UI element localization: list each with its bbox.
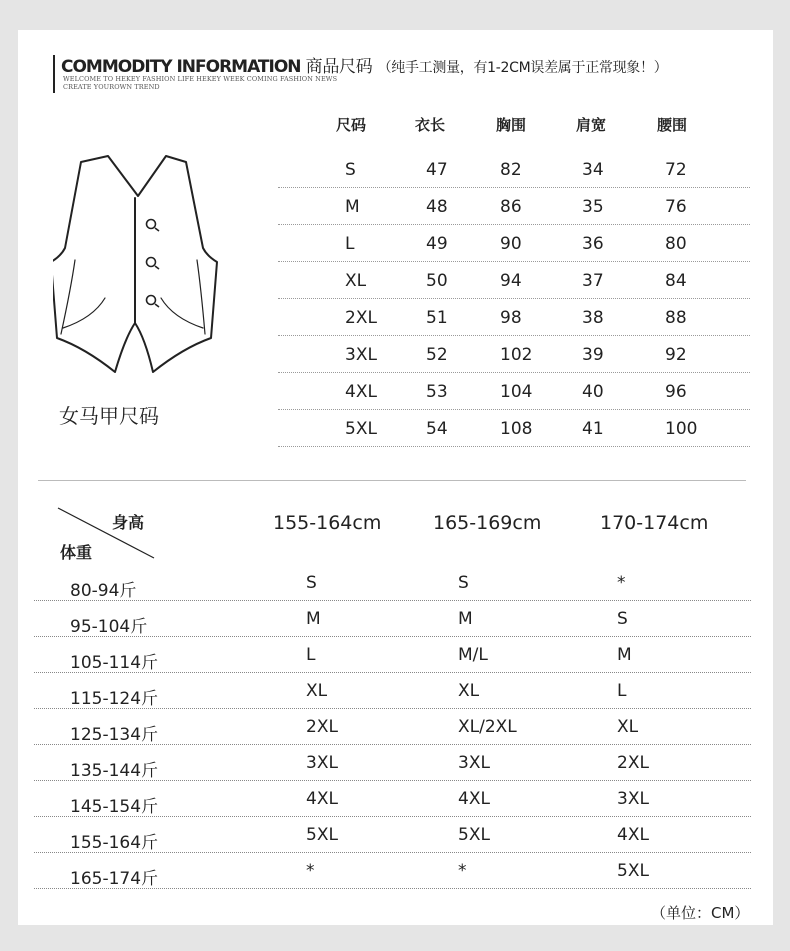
cell-shoulder: 36: [582, 234, 604, 254]
size-cell: M/L: [458, 645, 488, 665]
weight-cell: 155-164斤: [70, 833, 159, 853]
corner-height-label: 身高: [112, 513, 145, 532]
weight-cell: 165-174斤: [70, 869, 159, 889]
table-row: [278, 187, 750, 225]
cell-length: 48: [426, 197, 448, 217]
cell-size: 3XL: [345, 345, 377, 365]
size-cell: S: [306, 573, 317, 593]
table-row: [34, 852, 751, 889]
col-header-waist: 腰围: [657, 116, 688, 134]
size-cell: 4XL: [617, 825, 649, 845]
weight-cell: 145-154斤: [70, 797, 159, 817]
size-cell: *: [458, 861, 467, 881]
table-row: [34, 672, 751, 709]
size-cell: XL: [458, 681, 480, 701]
cell-waist: 80: [665, 234, 687, 254]
size-cell: *: [617, 573, 626, 593]
height-header: 170-174cm: [600, 512, 709, 534]
size-cell: 4XL: [458, 789, 490, 809]
height-header: 155-164cm: [273, 512, 382, 534]
size-cell: *: [306, 861, 315, 881]
weight-cell: 115-124斤: [70, 689, 159, 709]
table-row: [278, 224, 750, 262]
size-cell: 3XL: [617, 789, 649, 809]
col-header-length: 衣长: [415, 116, 446, 134]
cell-chest: 102: [500, 345, 533, 365]
size-cell: M: [458, 609, 473, 629]
table-row: [34, 564, 751, 601]
cell-size: 4XL: [345, 382, 377, 402]
size-cell: M: [306, 609, 321, 629]
section-divider: [38, 480, 746, 481]
cell-waist: 76: [665, 197, 687, 217]
cell-size: S: [345, 160, 356, 180]
height-header: 165-169cm: [433, 512, 542, 534]
unit-note: （单位：CM）: [651, 904, 750, 922]
cell-waist: 96: [665, 382, 687, 402]
cell-waist: 72: [665, 160, 687, 180]
weight-cell: 135-144斤: [70, 761, 159, 781]
measurement-note: （纯手工测量，有1-2CM误差属于正常现象！）: [377, 60, 668, 76]
table-row: [278, 261, 750, 299]
weight-cell: 95-104斤: [70, 617, 148, 637]
col-header-chest: 胸围: [496, 116, 527, 134]
corner-weight-label: 体重: [60, 543, 93, 562]
table-row: [34, 600, 751, 637]
weight-cell: 105-114斤: [70, 653, 159, 673]
header-accent-bar: [53, 55, 55, 93]
col-header-shoulder: 肩宽: [576, 116, 607, 134]
size-cell: XL: [306, 681, 328, 701]
size-cell: 5XL: [458, 825, 490, 845]
cell-shoulder: 34: [582, 160, 604, 180]
subtitle-line-2: CREATE YOUROWN TREND: [63, 83, 160, 91]
size-cell: S: [458, 573, 469, 593]
size-cell: XL: [617, 717, 639, 737]
cell-length: 51: [426, 308, 448, 328]
size-chart-sheet: [18, 30, 773, 925]
cell-size: 5XL: [345, 419, 377, 439]
cell-size: 2XL: [345, 308, 377, 328]
cell-shoulder: 37: [582, 271, 604, 291]
table-row: [278, 150, 750, 188]
cell-chest: 98: [500, 308, 522, 328]
cell-chest: 90: [500, 234, 522, 254]
table-row: [34, 744, 751, 781]
vest-size-label: 女马甲尺码: [59, 404, 159, 428]
cell-chest: 82: [500, 160, 522, 180]
header-subtitle: [63, 75, 337, 91]
table-row: [34, 636, 751, 673]
weight-cell: 80-94斤: [70, 581, 137, 601]
size-cell: 2XL: [306, 717, 338, 737]
cell-length: 49: [426, 234, 448, 254]
subtitle-line-1: WELCOME TO HEKEY FASHION LIFE HEKEY WEEK COMING FASHION NEWS: [63, 75, 338, 83]
cell-shoulder: 41: [582, 419, 604, 439]
size-cell: XL/2XL: [458, 717, 517, 737]
table-row: [278, 335, 750, 373]
size-cell: 4XL: [306, 789, 338, 809]
size-cell: 3XL: [458, 753, 490, 773]
table-row: [34, 816, 751, 853]
size-cell: 2XL: [617, 753, 649, 773]
size-cell: L: [617, 681, 627, 701]
size-cell: S: [617, 609, 628, 629]
cell-waist: 84: [665, 271, 687, 291]
cell-shoulder: 38: [582, 308, 604, 328]
size-cell: 5XL: [617, 861, 649, 881]
table-row: [34, 708, 751, 745]
weight-cell: 125-134斤: [70, 725, 159, 745]
cell-length: 52: [426, 345, 448, 365]
title-english: COMMODITY INFORMATION: [61, 57, 301, 77]
page-title: [61, 52, 667, 77]
vest-illustration-icon: [53, 148, 223, 373]
cell-shoulder: 39: [582, 345, 604, 365]
table-row: [278, 372, 750, 410]
cell-length: 53: [426, 382, 448, 402]
title-chinese: 商品尺码: [305, 57, 373, 77]
cell-size: XL: [345, 271, 367, 291]
size-cell: M: [617, 645, 632, 665]
cell-length: 47: [426, 160, 448, 180]
cell-waist: 88: [665, 308, 687, 328]
cell-size: M: [345, 197, 360, 217]
cell-shoulder: 35: [582, 197, 604, 217]
cell-shoulder: 40: [582, 382, 604, 402]
cell-length: 50: [426, 271, 448, 291]
cell-waist: 100: [665, 419, 698, 439]
cell-waist: 92: [665, 345, 687, 365]
col-header-size: 尺码: [336, 116, 367, 134]
cell-chest: 86: [500, 197, 522, 217]
cell-chest: 94: [500, 271, 522, 291]
table-row: [34, 780, 751, 817]
size-cell: L: [306, 645, 316, 665]
cell-size: L: [345, 234, 355, 254]
cell-chest: 108: [500, 419, 533, 439]
table-row: [278, 409, 750, 447]
size-cell: 5XL: [306, 825, 338, 845]
cell-chest: 104: [500, 382, 533, 402]
table-row: [278, 298, 750, 336]
cell-length: 54: [426, 419, 448, 439]
size-cell: 3XL: [306, 753, 338, 773]
